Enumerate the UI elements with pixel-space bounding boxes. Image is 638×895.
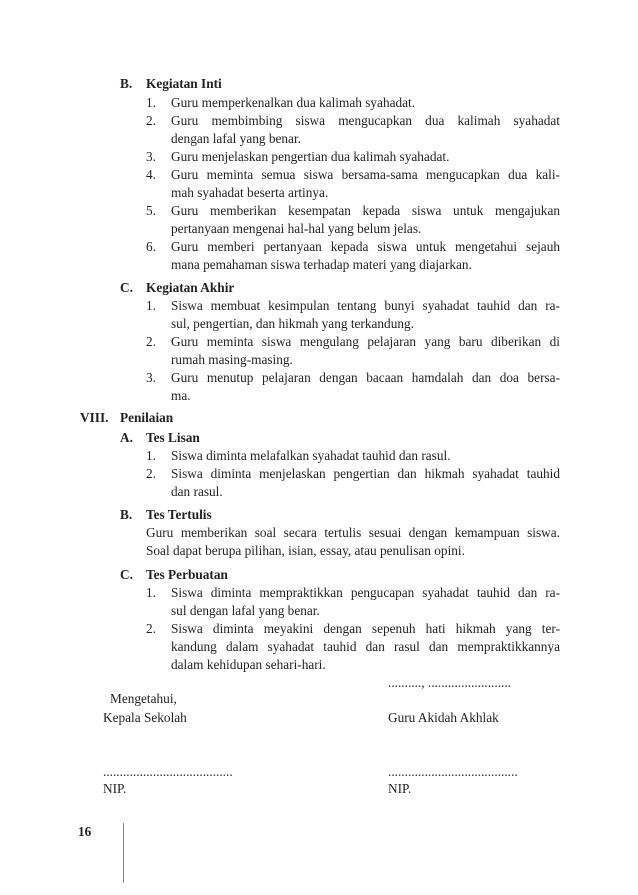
section-b-title: Kegiatan Inti [146, 76, 222, 91]
paragraph-line: Soal dapat berupa pilihan, isian, essay, atau penulisan opini. [146, 543, 465, 558]
section-c-title: Kegiatan Akhir [146, 280, 235, 295]
section-viii-title: Penilaian [120, 410, 174, 425]
page-number: 16 [78, 824, 92, 839]
subsection-b-marker: B. [120, 507, 133, 522]
section-c-marker: C. [120, 280, 133, 295]
list-item-text: Guru menutup pelajaran dengan bacaan hamdalah dan doa bersa- [171, 370, 560, 385]
list-item-text: Siswa diminta menjelaskan pengertian dan hikmah syahadat tauhid [171, 466, 560, 481]
list-item-text: Siswa diminta melafalkan syahadat tauhid dan rasul. [171, 448, 451, 463]
teacher-role: Guru Akidah Akhlak [388, 710, 499, 725]
list-item-text: Guru meminta semua siswa bersama-sama mengucapkan dua kali- [171, 167, 560, 182]
list-item-text: kandung dalam syahadat tauhid dan rasul dan mempraktikkannya [171, 639, 560, 654]
subsection-c-title: Tes Perbuatan [146, 567, 228, 582]
list-item-text: Guru memperkenalkan dua kalimah syahadat. [171, 95, 416, 110]
margin-rule [123, 823, 124, 883]
teacher-nip: NIP. [388, 781, 412, 796]
list-number: 4. [146, 167, 156, 182]
list-item-text: Siswa diminta mempraktikkan pengucapan syahadat tauhid dan ra- [171, 585, 560, 600]
list-item-text: dalam kehidupan sehari-hari. [171, 657, 326, 672]
list-number: 2. [146, 334, 156, 349]
list-item-text: dan rasul. [171, 484, 223, 499]
list-item-text: sul, pengertian, dan hikmah yang terkandung. [171, 316, 414, 331]
list-item-text: Guru memberikan kesempatan kepada siswa untuk mengajukan [171, 203, 560, 218]
list-item-text: mana pemahaman siswa terhadap materi yang diajarkan. [171, 257, 472, 272]
subsection-a-marker: A. [120, 430, 133, 445]
teacher-name-line: ....................................... [388, 764, 518, 779]
section-b-marker: B. [120, 76, 133, 91]
paragraph-line: Guru memberikan soal secara tertulis sesuai dengan kemampuan siswa. [146, 525, 560, 540]
list-item-text: pertanyaan mengenai hal-hal yang belum jelas. [171, 221, 422, 236]
list-item-text: Siswa membuat kesimpulan tentang bunyi syahadat tauhid dan ra- [171, 298, 560, 313]
subsection-b-title: Tes Tertulis [146, 507, 212, 522]
place-date-line: .........., ......................... [388, 675, 511, 690]
list-item-text: Guru meminta siswa mengulang pelajaran yang baru diberikan di [171, 334, 560, 349]
principal-nip: NIP. [103, 781, 127, 796]
list-number: 2. [146, 113, 156, 128]
list-number: 3. [146, 370, 156, 385]
list-item-text: rumah masing-masing. [171, 352, 293, 367]
list-number: 6. [146, 239, 156, 254]
list-number: 1. [146, 298, 156, 313]
list-item-text: Guru membimbing siswa mengucapkan dua kalimah syahadat [171, 113, 560, 128]
list-item-text: dengan lafal yang benar. [171, 131, 301, 146]
list-item-text: ma. [171, 388, 191, 403]
principal-role: Kepala Sekolah [103, 710, 187, 725]
list-number: 1. [146, 585, 156, 600]
principal-name-line: ....................................... [103, 764, 233, 779]
section-viii-marker: VIII. [80, 410, 109, 425]
list-number: 2. [146, 621, 156, 636]
list-item-text: Siswa diminta meyakini dengan sepenuh hati hikmah yang ter- [171, 621, 560, 636]
subsection-c-marker: C. [120, 567, 133, 582]
list-number: 1. [146, 95, 156, 110]
list-number: 3. [146, 149, 156, 164]
acknowledged-label: Mengetahui, [110, 691, 177, 706]
list-number: 5. [146, 203, 156, 218]
list-item-text: Guru memberi pertanyaan kepada siswa untuk mengetahui sejauh [171, 239, 560, 254]
list-item-text: mah syahadat beserta artinya. [171, 185, 329, 200]
list-number: 2. [146, 466, 156, 481]
list-item-text: Guru menjelaskan pengertian dua kalimah syahadat. [171, 149, 450, 164]
list-item-text: sul dengan lafal yang benar. [171, 603, 320, 618]
list-number: 1. [146, 448, 156, 463]
subsection-a-title: Tes Lisan [146, 430, 200, 445]
